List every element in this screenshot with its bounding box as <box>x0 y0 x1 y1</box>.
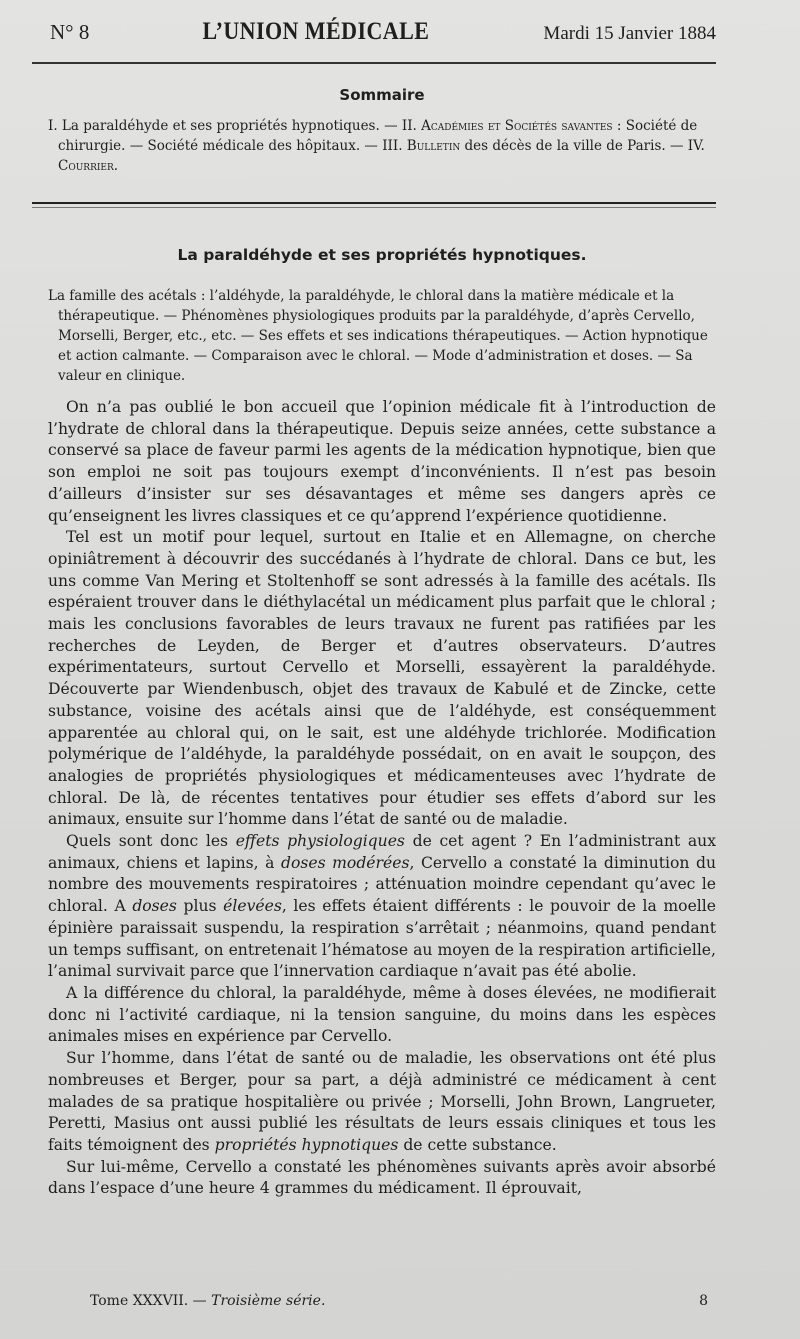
article-title: La paraldéhyde et ses propriétés hypnotiques. <box>177 246 587 264</box>
issue-date: Mardi 15 Janvier 1884 <box>543 23 716 44</box>
summary-title: Sommaire <box>339 86 425 104</box>
paragraph-4: A la différence du chloral, la paraldéhyde, même à doses élevées, ne modifierait donc ni l’activité cardiaque, ni la tension sanguine, du moins dans les espèces animales mises en expérience par Cervello. <box>48 983 716 1046</box>
paragraph-1: On n’a pas oublié le bon accueil que l’opinion médicale fit à l’introduction de l’hydrate de chloral dans la thérapeutique. Depuis seize années, cette substance a conservé sa place de faveur parmi les agents de la médication hypnotique, bien que son emploi ne soit pas toujours exempt d’inconvénients. Il n’est pas besoin d’ailleurs d’insister sur ses désavantages et même ses dangers après ce qu’enseignent les livres classiques et ce qu’apprend l’expérience quotidienne. <box>48 398 716 525</box>
article-body <box>48 397 716 1200</box>
paragraph-3: Quels sont donc les effets physiologiques de cet agent ? En l’administrant aux animaux, chiens et lapins, à doses modérées, Cervello a constaté la diminution du nombre des mouvements respiratoires ; atténuation moindre cependant qu’avec le chloral. A doses plus élevées, les effets étaient différents : le pouvoir de la moelle épinière paraissait suspendu, la respiration s’arrêtait ; néanmoins, quand pendant un temps suffisant, on entretenait l’hématose au moyen de la respiration artificielle, l’animal survivait parce que l’innervation cardiaque n’avait pas été abolie. <box>48 832 717 981</box>
page-header <box>48 18 716 60</box>
paragraph-5: Sur l’homme, dans l’état de santé ou de maladie, les observations ont été plus nombreuses et Berger, pour sa part, a déjà administré ce médicament à cent malades de sa pratique hospitalière ou privée ; Morselli, John Brown, Langrueter, Peretti, Masius ont aussi publié les résultats de leurs essais cliniques et tous les faits témoignent des propriétés hypnotiques de cette substance. <box>48 1049 716 1154</box>
volume-series: Tome XXXVII. — Troisième série. <box>90 1293 326 1309</box>
summary-rule <box>32 202 716 208</box>
journal-title: L’UNION MÉDICALE <box>202 18 430 45</box>
page-footer <box>90 1293 708 1309</box>
paragraph-2: Tel est un motif pour lequel, surtout en Italie et en Allemagne, on cherche opiniâtrement à découvrir des succédanés à l’hydrate de chloral. Dans ce but, les uns comme Van Mering et Stoltenhoff se sont adressés à la famille des acétals. Ils espéraient trouver dans le diéthylacétal un médicament plus parfait que le chloral ; mais les conclusions favorables de leurs travaux ne furent pas ratifiées par les recherches de Leyden, de Berger et d’autres observateurs. D’autres expérimentateurs, surtout Cervello et Morselli, essayèrent la paraldéhyde. Découverte par Wiendenbusch, objet des travaux de Kabulé et de Zincke, cette substance, voisine des acétals ainsi que de l’aldéhyde, est conséquemment apparentée au chloral qui, on le sait, est une aldéhyde trichlorée. Modification polymérique de l’aldéhyde, la paraldéhyde possédait, on en avait le soupçon, des analogies de propriétés physiologiques et médicamenteuses avec l’hydrate de chloral. De là, de récentes tentatives pour étudier ses effets d’abord sur les animaux, ensuite sur l’homme dans l’état de santé ou de maladie. <box>48 528 716 829</box>
summary-text: I. La paraldéhyde et ses propriétés hypnotiques. — II. Académies et Sociétés savantes : Société de chirurgie. — Société médicale des hôpitaux. — III. Bulletin des décès de la ville de Paris. — IV. Courrier. <box>48 118 705 174</box>
header-rule <box>32 62 716 64</box>
article-abstract: La famille des acétals : l’aldéhyde, la paraldéhyde, le chloral dans la matière médicale et la thérapeutique. — Phénomènes physiologiques produits par la paraldéhyde, d’après Cervello, Morselli, Berger, etc., etc. — Ses effets et ses indications thérapeutiques. — Action hypnotique et action calmante. — Comparaison avec le chloral. — Mode d’administration et doses. — Sa valeur en clinique. <box>48 288 708 384</box>
issue-number: N° 8 <box>50 20 90 44</box>
page-number: 8 <box>699 1293 708 1309</box>
paragraph-6: Sur lui-même, Cervello a constaté les phénomènes suivants après avoir absorbé dans l’espace d’une heure 4 grammes du médicament. Il éprouvait, <box>48 1157 716 1198</box>
